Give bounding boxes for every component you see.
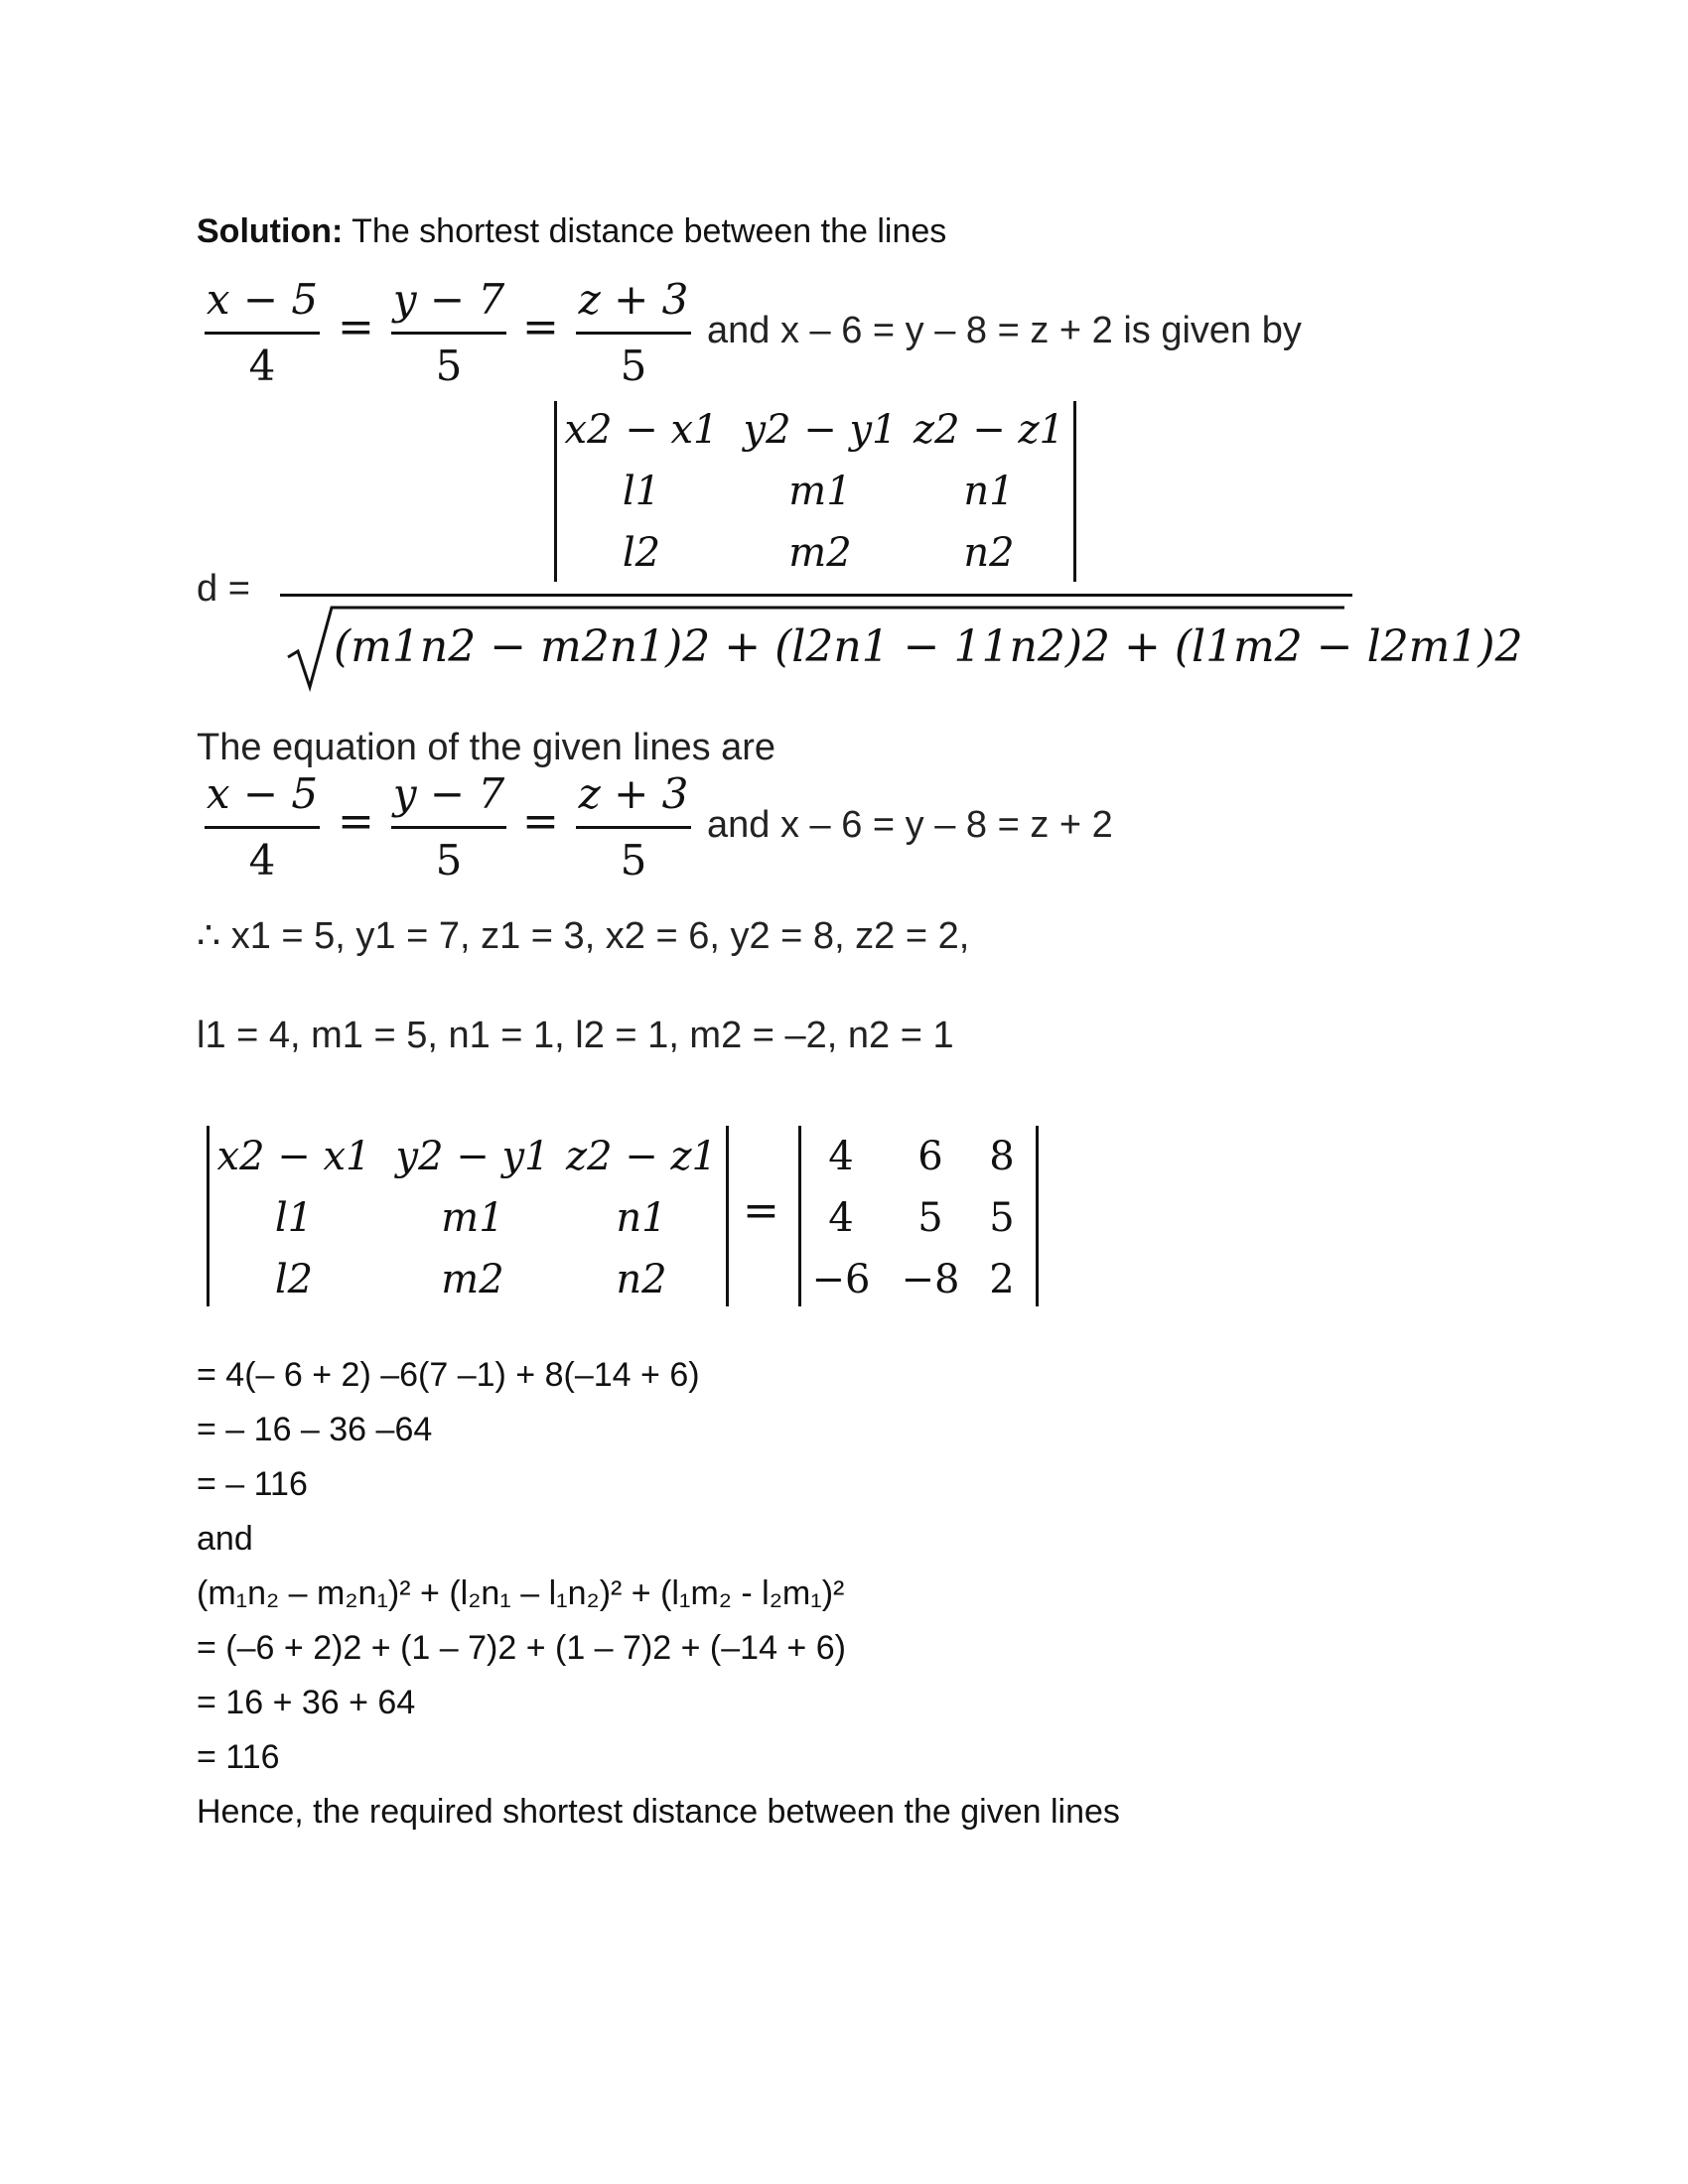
det-cell: m2 [441,1257,504,1302]
fraction-z [576,270,691,396]
det-value: 5 [989,1195,1015,1241]
det-cell: z2 − z1 [914,407,1064,453]
formula-denominator: (m1n2 − m2n1)2 + (l2n1 − 11n2)2 + (l1m2 − l2m1)2 [334,621,1523,672]
det-cell: l2 [274,1257,314,1302]
det-cell: m1 [788,469,852,514]
formula-fraction-bar [280,594,1352,597]
step-line: (m₁n₂ – m₂n₁)² + (l₂n₁ – l₁n₂)² + (l₁m₂ - l₂m₁)² [197,1574,845,1612]
det-cell: x2 − x1 [216,1134,371,1179]
det-value: 4 [828,1134,854,1179]
det-cell: y2 − y1 [395,1134,550,1179]
det-value: 2 [989,1257,1015,1302]
fraction-z [576,764,691,890]
step-line: = – 116 [197,1465,308,1503]
line1-tail: and x – 6 = y – 8 = z + 2 is given by [707,310,1302,351]
equals-sign: = [338,796,374,847]
det-cell: n2 [616,1257,667,1302]
fraction-numerator: z + 3 [578,275,689,324]
fraction-x [205,270,320,396]
det-cell: l1 [274,1195,314,1241]
step-line: Hence, the required shortest distance between the given lines [197,1793,1120,1831]
equals-sign: = [522,302,559,352]
solution-intro [197,212,946,251]
fraction-bar [391,332,506,335]
equals-sign: = [743,1185,779,1236]
fraction-numerator: y − 7 [392,769,505,818]
det-value: 8 [989,1134,1015,1179]
step-line: and [197,1520,253,1558]
det-cell: m2 [788,530,852,576]
solution-label: Solution: [197,212,344,250]
step-line: = (–6 + 2)2 + (1 – 7)2 + (1 – 7)2 + (–14 + 6) [197,1629,846,1667]
solution-intro-text: The shortest distance between the lines [352,212,947,250]
det-value: 4 [828,1195,854,1241]
step-line: = 16 + 36 + 64 [197,1684,416,1721]
det-cell: l2 [622,530,661,576]
formula-determinant [554,401,1076,582]
fraction-y [391,270,506,396]
det-value: −8 [901,1257,960,1302]
det-cell: y2 − y1 [743,407,898,453]
det-value: 6 [917,1134,943,1179]
right-determinant [798,1126,1039,1306]
equals-sign: = [338,302,374,352]
det-cell: m1 [441,1195,504,1241]
step-line: = 116 [197,1738,280,1776]
step-line: = 4(– 6 + 2) –6(7 –1) + 8(–14 + 6) [197,1356,700,1394]
fraction-denominator: 5 [620,836,647,885]
det-cell: n2 [963,530,1015,576]
det-cell: n1 [963,469,1015,514]
left-determinant [207,1126,729,1306]
equals-sign: = [522,796,559,847]
fraction-numerator: y − 7 [392,275,505,324]
fraction-denominator: 4 [248,836,276,885]
fraction-bar [205,826,320,829]
det-cell: z2 − z1 [566,1134,717,1179]
values-line-1: ∴ x1 = 5, y1 = 7, z1 = 3, x2 = 6, y2 = 8, z2 = 2, [197,915,970,957]
values-line-2: l1 = 4, m1 = 5, n1 = 1, l2 = 1, m2 = –2, n2 = 1 [197,1015,954,1056]
fraction-denominator: 5 [620,341,647,390]
step-line: = – 16 – 36 –64 [197,1411,433,1448]
fraction-x [205,764,320,890]
fraction-bar [391,826,506,829]
det-cell: l1 [622,469,661,514]
det-value: −6 [811,1257,871,1302]
line2-tail: and x – 6 = y – 8 = z + 2 [707,804,1113,846]
fraction-bar [205,332,320,335]
given-heading: The equation of the given lines are [197,727,776,768]
fraction-numerator: z + 3 [578,769,689,818]
det-value: 5 [917,1195,943,1241]
fraction-numerator: x − 5 [206,275,319,324]
fraction-denominator: 4 [248,341,276,390]
fraction-bar [576,826,691,829]
fraction-denominator: 5 [435,836,463,885]
fraction-denominator: 5 [435,341,463,390]
fraction-numerator: x − 5 [206,769,319,818]
d-label: d = [197,568,250,610]
det-cell: x2 − x1 [564,407,719,453]
fraction-y [391,764,506,890]
det-cell: n1 [616,1195,667,1241]
fraction-bar [576,332,691,335]
